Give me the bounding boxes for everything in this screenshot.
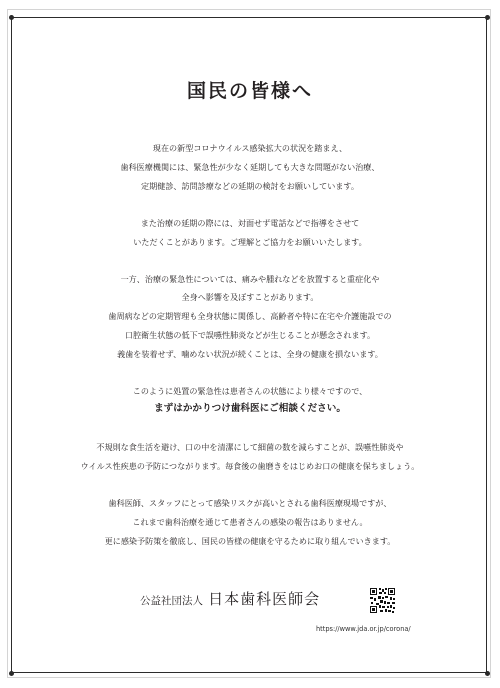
organization-url[interactable]: https://www.jda.or.jp/corona/ xyxy=(316,625,411,633)
body-line: 更に感染予防策を徹底し、国民の皆様の健康を守るために取り組んでいきます。 xyxy=(104,536,396,546)
organization-signature xyxy=(140,588,320,609)
body-line: 歯周病などの定期管理も全身状態に関係し、高齢者や特に在宅や介護施設での xyxy=(108,311,392,321)
body-line: 定期健診、訪問診療などの延期の検討をお願いしています。 xyxy=(141,181,359,191)
body-line: また治療の延期の際には、対面せず電話などで指導をさせて xyxy=(140,218,360,228)
corner-dot-bottom-left xyxy=(9,671,14,676)
body-line: ウイルス性疾患の予防につながります。毎食後の歯磨きをはじめお口の健康を保ちましょう。 xyxy=(80,461,420,471)
organization-name: 日本歯科医師会 xyxy=(208,590,321,608)
qr-code-icon xyxy=(369,587,396,614)
organization-prefix: 公益社団法人 xyxy=(140,595,203,607)
body-line: 口腔衛生状態の低下で誤嚥性肺炎などが生じることが懸念されます。 xyxy=(124,330,376,340)
corner-dot-bottom-right xyxy=(485,671,490,676)
page-title: 国民の皆様へ xyxy=(186,80,313,102)
body-line: 一方、治療の緊急性については、痛みや腫れなどを放置すると重症化や xyxy=(120,274,380,284)
body-line: このように処置の緊急性は患者さんの状態により様々ですので、 xyxy=(132,386,368,396)
corner-dot-top-right xyxy=(485,15,490,20)
body-line: これまで歯科治療を通じて患者さんの感染の報告はありません。 xyxy=(132,517,368,527)
inner-frame xyxy=(11,17,487,673)
body-line: 現在の新型コロナウイルス感染拡大の状況を踏まえ、 xyxy=(152,143,348,153)
body-line: 全身へ影響を及ぼすことがあります。 xyxy=(181,292,319,302)
body-line: 歯科医療機関には、緊急性が少なく延期しても大きな問題がない治療、 xyxy=(120,162,380,172)
body-line: 歯科医師、スタッフにとって感染リスクが高いとされる歯科医療現場ですが、 xyxy=(108,498,392,508)
body-line: いただくことがあります。ご理解とご協力をお願いいたします。 xyxy=(133,237,367,247)
emphasis-line: まずはかかりつけ歯科医にご相談ください。 xyxy=(154,403,346,414)
corner-dot-top-left xyxy=(9,15,14,20)
body-line: 不規則な食生活を避け、口の中を清潔にして細菌の数を減らすことが、誤嚥性肺炎や xyxy=(96,442,404,452)
body-line: 義歯を装着せず、噛めない状況が続くことは、全身の健康を損ないます。 xyxy=(117,349,383,359)
